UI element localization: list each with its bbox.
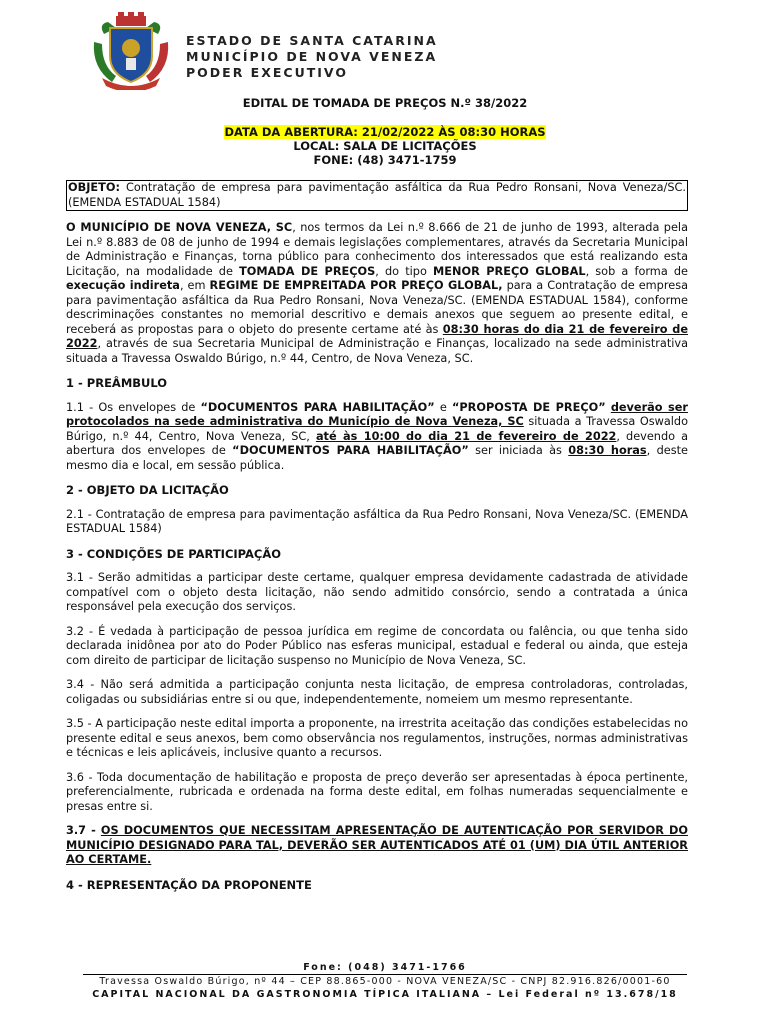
opening-info — [0, 125, 770, 167]
intro-paragraph — [66, 221, 688, 366]
intro-regime: REGIME DE EMPREITADA POR PREÇO GLOBAL, — [209, 279, 503, 292]
s1-text-g: situada a Travessa Oswaldo Búrigo, n.º 44, Centro, Nova Veneza, SC, — [66, 415, 689, 443]
header-line-executive: PODER EXECUTIVO — [186, 65, 348, 80]
intro-text-3: , sob a forma de — [585, 264, 689, 278]
section-3-1: 3.1 - Serão admitidas a participar deste certame, qualquer empresa devidamente cadastrada de atividade compatível com o objeto desta licitação, não sendo admitido consórcio, sendo a contratada a única responsável pela execução dos serviços. — [66, 571, 688, 613]
footer-motto: CAPITAL NACIONAL DA GASTRONOMIA TÍPICA ITALIANA – Lei Federal nº 13.678/18 — [92, 989, 678, 1000]
section-4-heading: 4 - REPRESENTAÇÃO DA PROPONENTE — [66, 877, 312, 892]
s1-time: 08:30 horas — [568, 444, 647, 457]
objeto-label: OBJETO: — [68, 181, 120, 194]
coat-of-arms-icon — [90, 12, 172, 90]
section-3-7 — [66, 824, 688, 868]
edital-title: EDITAL DE TOMADA DE PREÇOS N.º 38/2022 — [242, 96, 528, 110]
header-line-state: ESTADO DE SANTA CATARINA — [186, 33, 438, 48]
intro-text-2: , do tipo — [375, 264, 434, 278]
s3-7-label: 3.7 - — [66, 824, 101, 837]
intro-modality: TOMADA DE PREÇOS — [239, 264, 376, 278]
intro-text-5: para a Contratação de empresa para pavimentação asfáltica da Rua Pedro Ronsani, Nova Veneza/SC. (EMENDA ESTADUAL 1584), conforme descriminações constantes no memorial descritivo e demais anexos que seguem ao presente edital, e receberá as propostas para o objeto do presente certame até às — [66, 279, 688, 336]
s1-text-m: , deste mesmo dia e local, em sessão pública. — [66, 444, 688, 472]
intro-type: MENOR PREÇO GLOBAL — [433, 264, 586, 278]
s1-text-a: 1.1 - Os envelopes de — [66, 400, 201, 414]
intro-text-1: , nos termos da Lei n.º 8.666 de 21 de junho de 1993, alterada pela Lei n.º 8.883 de 08 de junho de 1994 e demais legislações complementares, através da Secretaria Municipal de Administração e Finanças, torna público para conhecimento dos interessados que está realizando esta Licitação, na modalidade de — [66, 221, 688, 278]
section-3-heading: 3 - CONDIÇÕES DE PARTICIPAÇÃO — [66, 546, 282, 561]
section-3-6: 3.6 - Toda documentação de habilitação e proposta de preço deverão ser apresentadas à época pertinente, preferencialmente, rubricada e ordenada na forma deste edital, em folhas numeradas sequencialmente e presas entre si. — [66, 770, 688, 813]
footer-phone: Fone: (048) 3471-1766 — [303, 962, 467, 973]
s1-envelope-docs-2: “DOCUMENTOS PARA HABILITAÇÃO” — [232, 444, 469, 457]
opening-date: DATA DA ABERTURA: 21/02/2022 ÀS 08:30 HORAS — [224, 125, 546, 139]
s1-text-k: ser iniciada às — [468, 444, 569, 457]
section-2-heading: 2 - OBJETO DA LICITAÇÃO — [66, 483, 229, 497]
section-1-1 — [66, 401, 688, 474]
section-3-2: 3.2 - É vedada à participação de pessoa jurídica em regime de concordata ou falência, ou que tenha sido declarada inidônea por ato do Poder Público nas esferas municipal, estadual e federal ou ainda, que esteja com direito de participar de licitação suspenso no Município de Nova Veneza, SC. — [66, 624, 688, 667]
header-block — [186, 33, 438, 81]
objeto-text: Contratação de empresa para pavimentação asfáltica da Rua Pedro Ronsani, Nova Veneza/SC. (EMENDA ESTADUAL 1584) — [68, 181, 686, 209]
page-footer — [0, 961, 770, 1001]
intro-deadline: 08:30 horas do dia 21 de fevereiro de 2022 — [66, 322, 688, 350]
objeto-box — [66, 180, 688, 211]
s1-text-i: , devendo a abertura dos envelopes de — [66, 429, 688, 457]
s1-deadline: até às 10:00 do dia 21 de fevereiro de 2022 — [315, 429, 617, 443]
section-2-1: 2.1 - Contratação de empresa para pavimentação asfáltica da Rua Pedro Ronsani, Nova Veneza/SC. (EMENDA ESTADUAL 1584) — [66, 507, 688, 535]
section-1-heading: 1 - PREÂMBULO — [66, 376, 168, 390]
opening-phone: FONE: (48) 3471-1759 — [313, 153, 457, 167]
section-3-4: 3.4 - Não será admitida a participação conjunta nesta licitação, de empresa controladoras, controladas, coligadas ou subsidiárias entre si ou que, independentemente, nomeiem um mesmo representante. — [66, 678, 688, 706]
document-body — [66, 180, 688, 902]
s3-7-text: OS DOCUMENTOS QUE NECESSITAM APRESENTAÇÃO DE AUTENTICAÇÃO POR SERVIDOR DO MUNICÍPIO DESIGNADO PARA TAL, DEVERÃO SER AUTENTICADOS ATÉ 01 (UM) DIA ÚTIL ANTERIOR AO CERTAME. — [66, 824, 688, 866]
s1-text-c: e — [434, 400, 452, 414]
intro-text-6: , através de sua Secretaria Municipal de Administração e Finanças, localizado na sede administrativa situada a Travessa Oswaldo Búrigo, n.º 44, Centro, de Nova Veneza, SC. — [66, 337, 688, 365]
intro-municipality: O MUNICÍPIO DE NOVA VENEZA, SC — [66, 221, 293, 234]
s1-protocol: deverão ser protocolados na sede administrativa do Município de Nova Veneza, SC — [66, 400, 688, 428]
s1-envelope-price: “PROPOSTA DE PREÇO” — [451, 400, 606, 414]
header-line-municipality: MUNICÍPIO DE NOVA VENEZA — [186, 49, 438, 64]
intro-form: execução indireta — [66, 279, 180, 292]
section-3-5: 3.5 - A participação neste edital importa a proponente, na irrestrita aceitação das condições estabelecidas no presente edital e seus anexos, bem como observância nos regulamentos, instruções, normas administrativas e técnicas e leis aplicáveis, inclusive quanto a recursos. — [66, 717, 688, 759]
opening-local: LOCAL: SALA DE LICITAÇÕES — [293, 139, 477, 153]
footer-address: Travessa Oswaldo Búrigo, nº 44 – CEP 88.865-000 - NOVA VENEZA/SC - CNPJ 82.916.826/0001-60 — [99, 976, 671, 987]
s1-envelope-docs: “DOCUMENTOS PARA HABILITAÇÃO” — [200, 400, 435, 414]
intro-text-4: , em — [179, 279, 210, 292]
